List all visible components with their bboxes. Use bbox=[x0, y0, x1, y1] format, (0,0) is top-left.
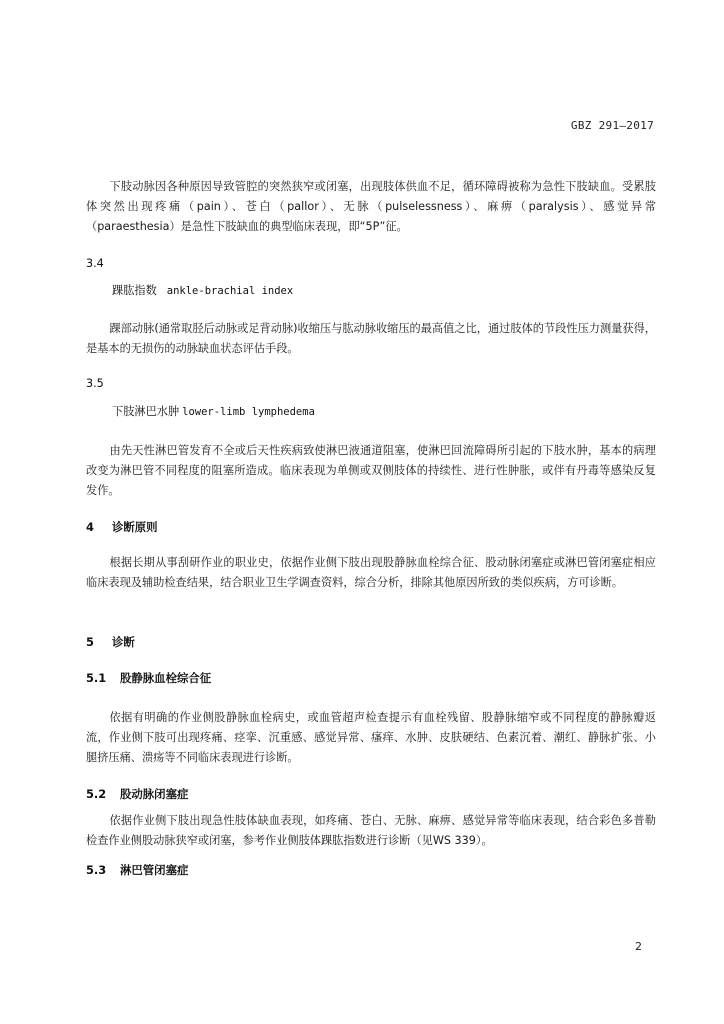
page-number: 2 bbox=[635, 940, 642, 953]
section-5-2-text: 依据作业侧下肢出现急性肢体缺血表现，如疼痛、苍白、无脉、麻痹、感觉异常等临床表现，结合彩色多普勒检查作业侧股动脉狭窄或闭塞，参考作业侧肢体踝肱指数进行诊断（见WS 339）。 bbox=[86, 814, 656, 847]
section-4-title: 诊断原则 bbox=[112, 520, 158, 534]
section-5-3-title: 淋巴管闭塞症 bbox=[120, 863, 189, 877]
term-3-5 bbox=[112, 404, 315, 420]
section-4-heading bbox=[86, 519, 158, 535]
term-3-4-zh: 踝肱指数 bbox=[112, 284, 157, 297]
section-5-1-text: 依据有明确的作业侧股静脉血栓病史，或血管超声检查提示有血栓残留、股静脉缩窄或不同程度的静脉瓣返流，作业侧下肢可出现疼痛、痉挛、沉重感、感觉异常、瘙痒、水肿、皮肤硬结、色素沉着、潮红、静脉扩张、小腿挤压痛、溃疡等不同临床表现进行诊断。 bbox=[86, 711, 656, 764]
section-4-text: 根据长期从事刮研作业的职业史，依据作业侧下肢出现股静脉血栓综合征、股动脉闭塞症或淋巴管闭塞症相应临床表现及辅助检查结果，结合职业卫生学调查资料，综合分析，排除其他原因所致的类似疾病，方可诊断。 bbox=[86, 556, 656, 589]
section-5-3-number: 5.3 bbox=[86, 863, 107, 877]
section-4-number: 4 bbox=[86, 520, 94, 534]
section-5-heading bbox=[86, 634, 135, 650]
section-5-2-title: 股动脉闭塞症 bbox=[120, 787, 189, 801]
section-5-1-number: 5.1 bbox=[86, 671, 107, 685]
clause-number-3-4: 3.4 bbox=[86, 257, 104, 270]
term-3-5-zh: 下肢淋巴水肿 bbox=[112, 405, 180, 418]
section-5-title: 诊断 bbox=[112, 635, 135, 649]
term-3-5-en: lower-limb lymphedema bbox=[182, 406, 315, 418]
definition-3-5: 由先天性淋巴管发育不全或后天性疾病致使淋巴液通道阻塞，使淋巴回流障碍所引起的下肢水肿，基本的病理改变为淋巴管不同程度的阻塞所造成。临床表现为单侧或双侧肢体的持续性、进行性肿胀，或伴有丹毒等感染反复发作。 bbox=[86, 444, 656, 497]
section-5-1-title: 股静脉血栓综合征 bbox=[120, 671, 212, 685]
section-5-3-heading bbox=[86, 862, 188, 878]
section-5-1-heading bbox=[86, 670, 211, 686]
section-5-2-number: 5.2 bbox=[86, 787, 107, 801]
intro-paragraph: 下肢动脉因各种原因导致管腔的突然狭窄或闭塞，出现肢体供血不足，循环障碍被称为急性下肢缺血。受累肢体突然出现疼痛（pain）、苍白（pallor）、无脉（pulselessness）、麻痹（paralysis）、感觉异常（paraesthesia）是急性下肢缺血的典型临床表现，即“5P”征。 bbox=[86, 180, 656, 233]
term-3-4 bbox=[112, 283, 293, 299]
definition-3-4: 踝部动脉(通常取胫后动脉或足背动脉)收缩压与肱动脉收缩压的最高值之比，通过肢体的节段性压力测量获得，是基本的无损伤的动脉缺血状态评估手段。 bbox=[86, 322, 656, 355]
section-5-2-heading bbox=[86, 786, 188, 802]
section-5-number: 5 bbox=[86, 635, 94, 649]
term-3-4-en: ankle-brachial index bbox=[166, 285, 294, 297]
clause-number-3-5: 3.5 bbox=[86, 377, 104, 390]
standard-code: GBZ 291—2017 bbox=[570, 119, 654, 132]
